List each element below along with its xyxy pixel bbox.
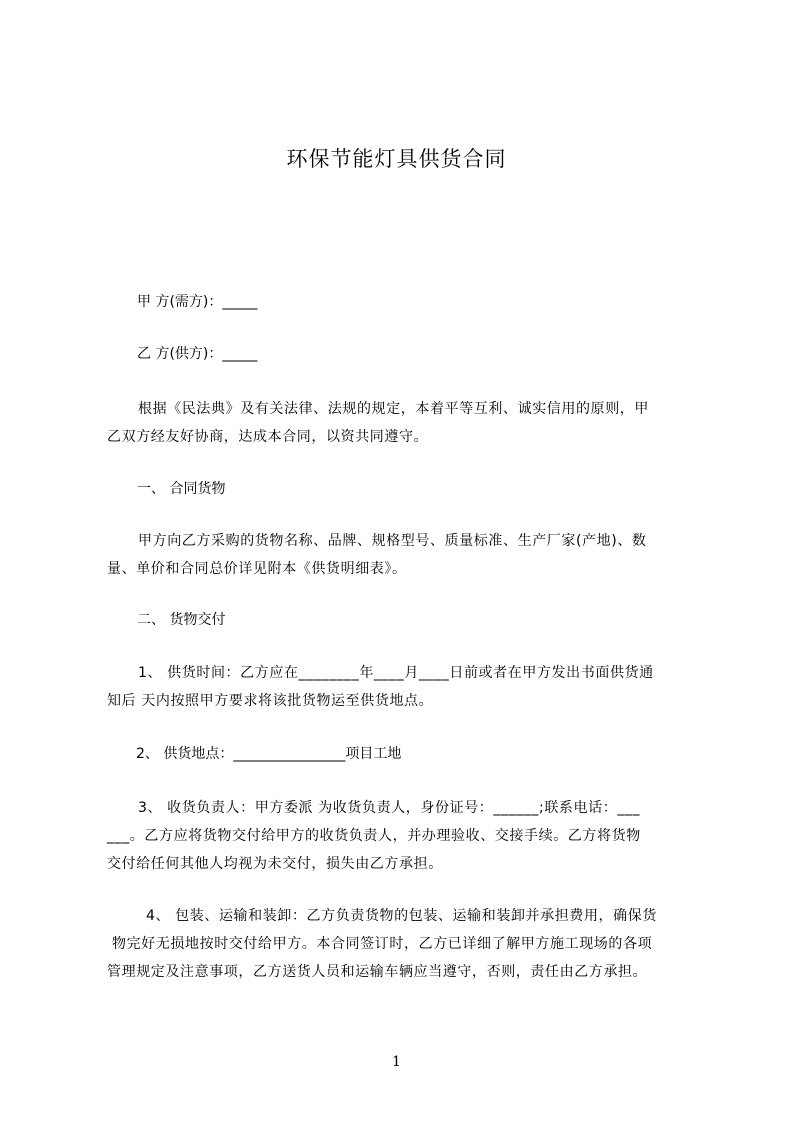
receiver-line-2: ___。乙方应将货物交付给甲方的收货负责人，并办理验收、交接手续。乙方将货物 bbox=[107, 828, 641, 844]
packaging-line-3: 管理规定及注意事项，乙方送货人员和运输车辆应当遵守，否则，责任由乙方承担。 bbox=[107, 964, 648, 980]
preamble-line-1: 根据《民法典》及有关法律、法规的规定，本着平等互利、诚实信用的原则，甲 bbox=[138, 401, 649, 417]
section-2-heading: 二、 货物交付 bbox=[137, 612, 226, 628]
packaging-line-2: 物完好无损地按时交付给甲方。本合同签订时，乙方已详细了解甲方施工现场的各项 bbox=[112, 936, 653, 952]
section-1-body-line-1: 甲方向乙方采购的货物名称、品牌、规格型号、质量标准、生产厂家(产地)、数 bbox=[138, 533, 647, 549]
section-1-body-line-2: 量、单价和合同总价详见附本《供货明细表》。 bbox=[107, 561, 407, 577]
party-a-line: 甲 方(需方)：_____ bbox=[137, 294, 258, 310]
document-title: 环保节能灯具供货合同 bbox=[286, 147, 507, 171]
delivery-time-line-1: 1、 供货时间：乙方应在________年____月____日前或者在甲方发出书面供货通 bbox=[138, 665, 654, 681]
preamble-line-2: 乙双方经友好协商，达成本合同，以资共同遵守。 bbox=[107, 429, 429, 445]
party-b-line: 乙 方(供方)：_____ bbox=[137, 346, 258, 362]
receiver-line-1: 3、 收货负责人：甲方委派 为收货负责人，身份证号：______;联系电话：___ bbox=[138, 800, 641, 816]
packaging-item bbox=[104, 902, 704, 986]
preamble-paragraph bbox=[104, 395, 704, 451]
section-1-body bbox=[104, 527, 704, 583]
page-number: 1 bbox=[392, 1054, 401, 1070]
delivery-time-item bbox=[104, 659, 704, 715]
receiver-item bbox=[104, 794, 704, 878]
delivery-location-item: 2、 供货地点：________________项目工地 bbox=[136, 746, 402, 762]
delivery-time-line-2: 知后 天内按照甲方要求将该批货物运至供货地点。 bbox=[107, 693, 434, 709]
receiver-line-3: 交付给任何其他人均视为未交付，损失由乙方承担。 bbox=[107, 856, 443, 872]
packaging-line-1: 4、 包装、运输和装卸：乙方负责货物的包装、运输和装卸并承担费用，确保货 bbox=[146, 908, 657, 924]
section-1-heading: 一、 合同货物 bbox=[137, 481, 226, 497]
